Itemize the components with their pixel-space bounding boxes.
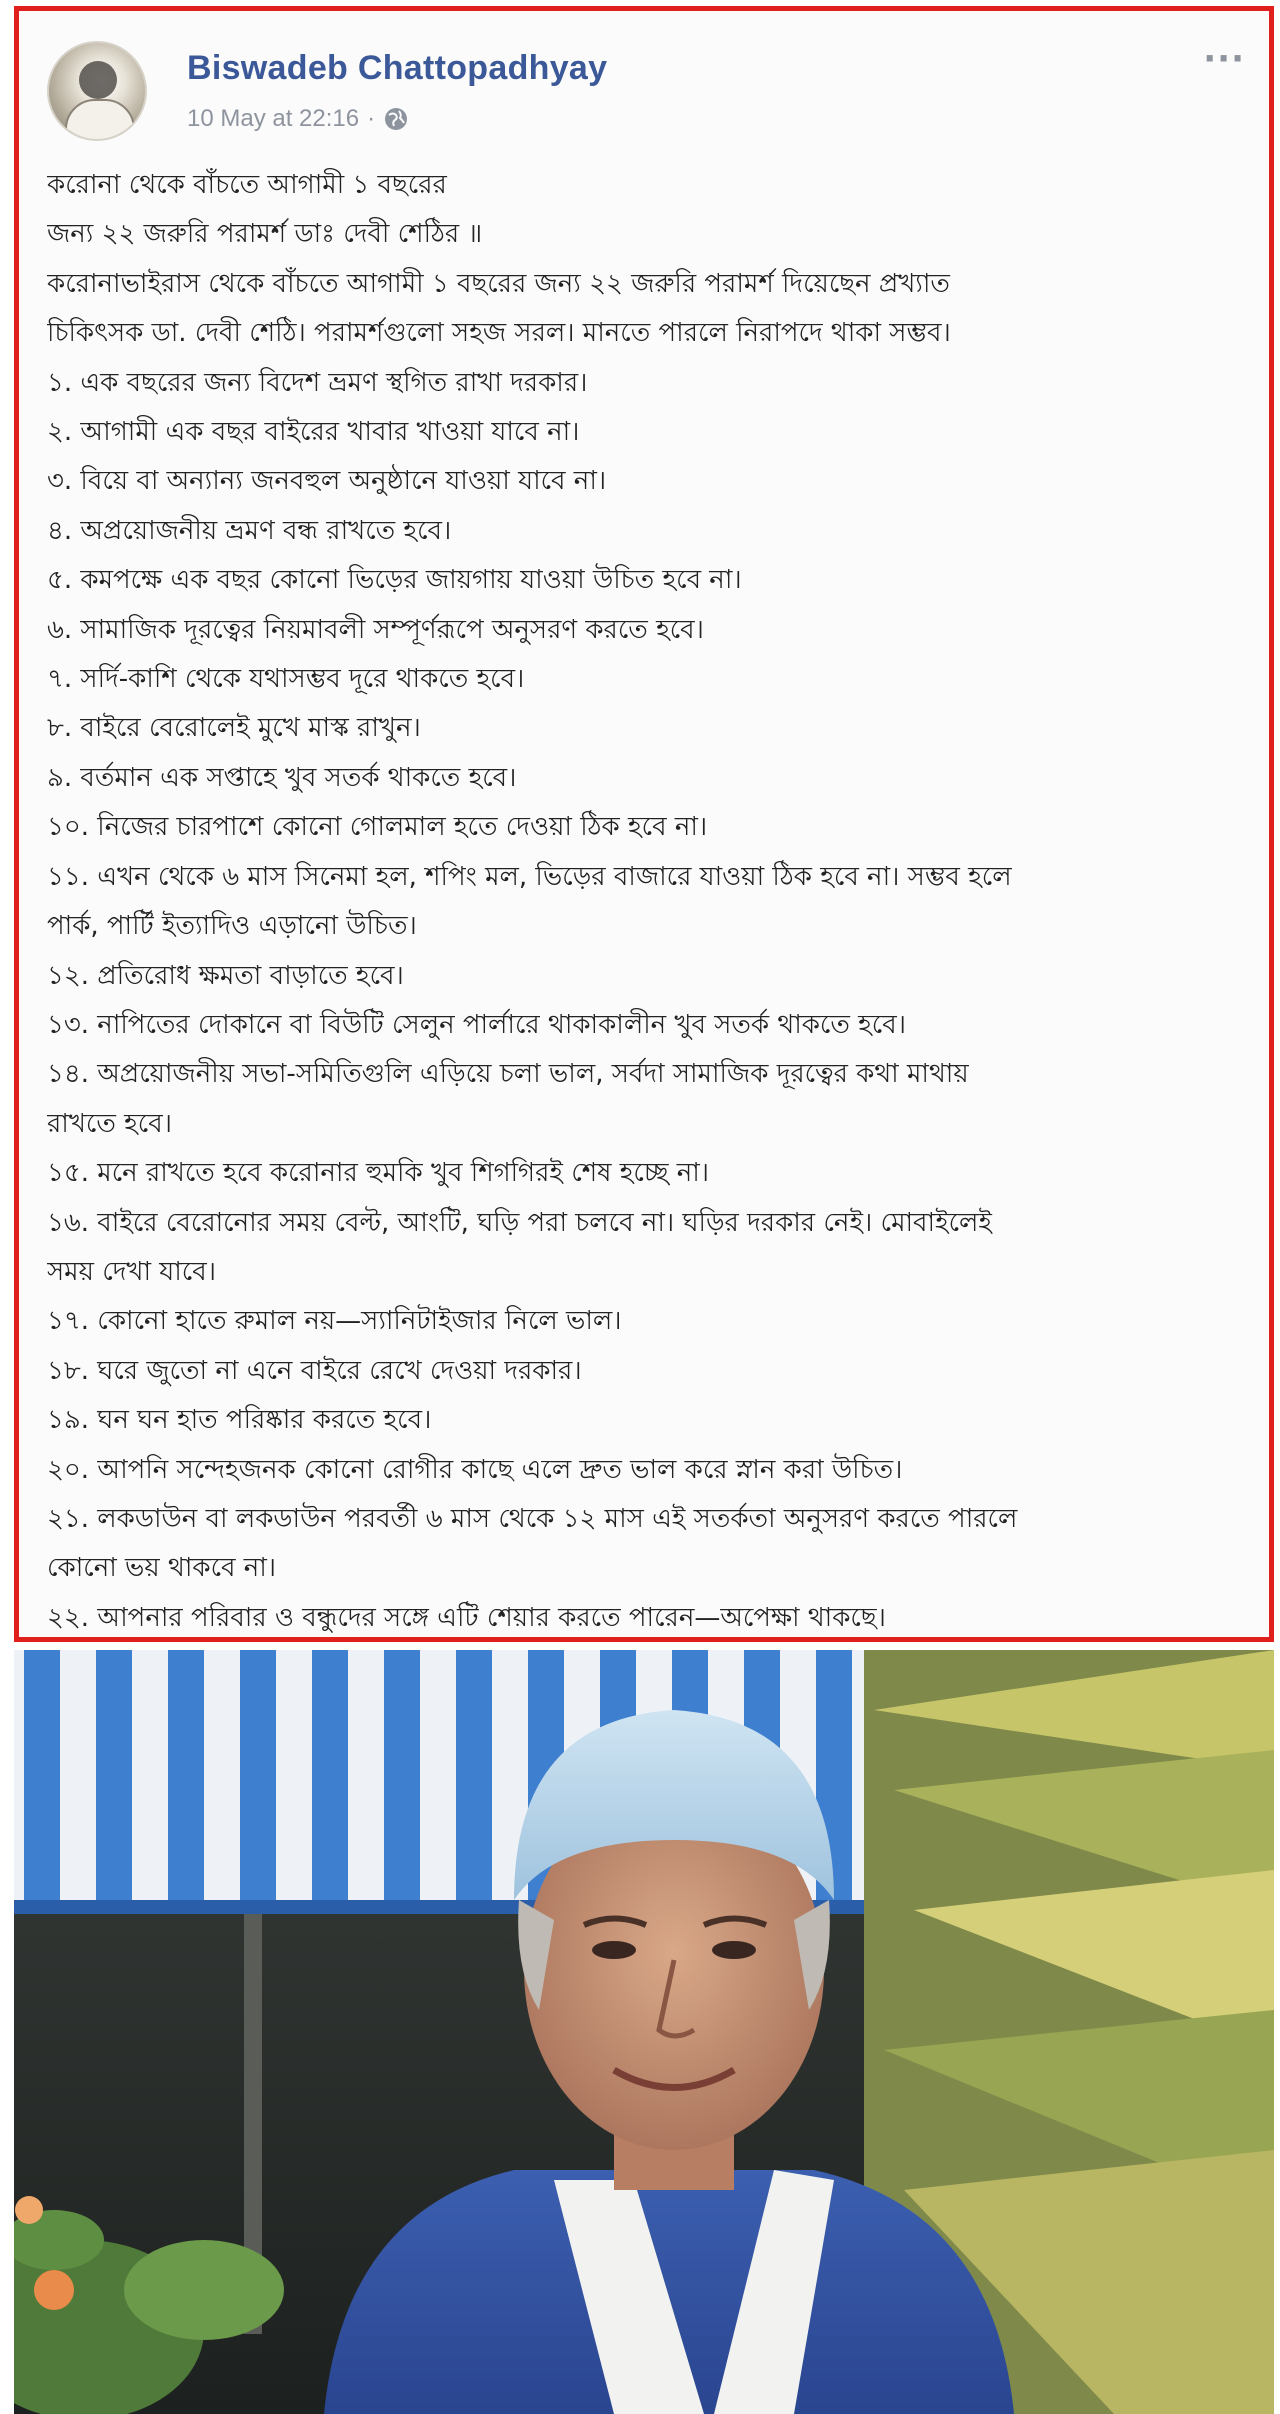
more-options-icon[interactable]: ··· — [1203, 39, 1245, 79]
meta-separator: · — [367, 105, 376, 132]
author-avatar[interactable] — [47, 41, 147, 141]
post-meta — [187, 105, 409, 133]
post-text-line: ৩. বিয়ে বা অন্যান্য জনবহুল অনুষ্ঠানে যাওয়া যাবে না। — [47, 466, 607, 497]
post-text-line: রাখতে হবে। — [47, 1108, 173, 1139]
post-text-line: ১৬. বাইরে বেরোনোর সময় বেল্ট, আংটি, ঘড়ি পরা চলবে না। ঘড়ির দরকার নেই। মোবাইলেই — [47, 1207, 992, 1238]
post-text-line: ১৯. ঘন ঘন হাত পরিষ্কার করতে হবে। — [47, 1405, 432, 1436]
post-text-line: করোনাভাইরাস থেকে বাঁচতে আগামী ১ বছরের জন্য ২২ জরুরি পরামর্শ দিয়েছেন প্রখ্যাত — [47, 268, 950, 299]
post-text-line: ৯. বর্তমান এক সপ্তাহে খুব সতর্ক থাকতে হবে। — [47, 762, 517, 793]
post-text-line: পার্ক, পার্টি ইত্যাদিও এড়ানো উচিত। — [47, 911, 417, 942]
post-text-line: ২১. লকডাউন বা লকডাউন পরবর্তী ৬ মাস থেকে ১২ মাস এই সতর্কতা অনুসরণ করতে পারলে — [47, 1503, 1018, 1534]
post-photo[interactable] — [14, 1650, 1274, 2414]
post-text-line: জন্য ২২ জরুরি পরামর্শ ডাঃ দেবী শেঠির ॥ — [47, 219, 483, 250]
post-text-line: ৬. সামাজিক দূরত্বের নিয়মাবলী সম্পূর্ণরূপে অনুসরণ করতে হবে। — [47, 614, 704, 645]
post-text-line: ২২. আপনার পরিবার ও বন্ধুদের সঙ্গে এটি শেয়ার করতে পারেন—অপেক্ষা থাকছে। — [47, 1602, 886, 1633]
post-text-line: ১৫. মনে রাখতে হবে করোনার হুমকি খুব শিগগিরই শেষ হচ্ছে না। — [47, 1158, 710, 1189]
post-text-line: ১৭. কোনো হাতে রুমাল নয়—স্যানিটাইজার নিলে ভাল। — [47, 1306, 622, 1337]
post-text-line: ১২. প্রতিরোধ ক্ষমতা বাড়াতে হবে। — [47, 960, 404, 991]
post-text — [47, 161, 1247, 1642]
author-name[interactable]: Biswadeb Chattopadhyay — [187, 49, 608, 87]
post-card — [14, 6, 1274, 1642]
post-header — [47, 35, 1249, 145]
post-text-line: ২. আগামী এক বছর বাইরের খাবার খাওয়া যাবে না। — [47, 417, 580, 448]
post-text-line: ১৮. ঘরে জুতো না এনে বাইরে রেখে দেওয়া দরকার। — [47, 1355, 582, 1386]
post-text-line: ৮. বাইরে বেরোলেই মুখে মাস্ক রাখুন। — [47, 713, 421, 744]
post-text-line: চিকিৎসক ডা. দেবী শেঠি। পরামর্শগুলো সহজ সরল। মানতে পারলে নিরাপদে থাকা সম্ভব। — [47, 318, 951, 349]
post-text-line: ৪. অপ্রয়োজনীয় ভ্রমণ বন্ধ রাখতে হবে। — [47, 515, 452, 546]
post-timestamp[interactable]: 10 May at 22:16 — [187, 105, 360, 132]
post-text-line: করোনা থেকে বাঁচতে আগামী ১ বছরের — [47, 170, 447, 200]
post-text-line: ৫. কমপক্ষে এক বছর কোনো ভিড়ের জায়গায় যাওয়া উচিত হবে না। — [47, 565, 742, 596]
post-text-line: ১. এক বছরের জন্য বিদেশ ভ্রমণ স্থগিত রাখা দরকার। — [47, 367, 588, 398]
post-text-line: ১০. নিজের চারপাশে কোনো গোলমাল হতে দেওয়া ঠিক হবে না। — [47, 812, 708, 843]
post-text-line: ১৪. অপ্রয়োজনীয় সভা-সমিতিগুলি এড়িয়ে চলা ভাল, সর্বদা সামাজিক দূরত্বের কথা মাথায় — [47, 1059, 969, 1090]
post-text-line: ২০. আপনি সন্দেহজনক কোনো রোগীর কাছে এলে দ্রুত ভাল করে স্নান করা উচিত। — [47, 1454, 903, 1485]
globe-icon — [383, 106, 409, 132]
post-text-line: ১৩. নাপিতের দোকানে বা বিউটি সেলুন পার্লারে থাকাকালীন খুব সতর্ক থাকতে হবে। — [47, 1009, 907, 1040]
post-text-line: সময় দেখা যাবে। — [47, 1256, 217, 1287]
post-text-line: ৭. সর্দি-কাশি থেকে যথাসম্ভব দূরে থাকতে হবে। — [47, 664, 525, 695]
post-text-line: কোনো ভয় থাকবে না। — [47, 1553, 277, 1584]
post-text-line: ১১. এখন থেকে ৬ মাস সিনেমা হল, শপিং মল, ভিড়ের বাজারে যাওয়া ঠিক হবে না। সম্ভব হলে — [47, 861, 1012, 892]
